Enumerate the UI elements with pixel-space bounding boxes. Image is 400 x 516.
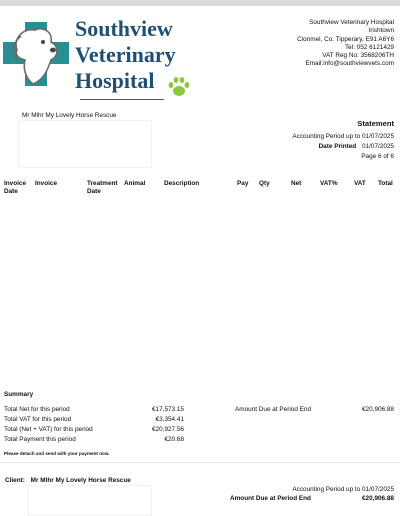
address-line: Clonmel, Co. Tipperary, E91 A6Y6 [297,35,394,43]
summary-label: Total Payment this period [4,436,76,443]
summary-value: €17,573.15 [152,406,184,413]
vet-cross-dog-icon [3,20,83,104]
date-printed-value: 01/07/2025 [362,143,394,150]
remit-client-name: Mr Mlhr My Lovely Horse Rescue [30,477,131,484]
address-line: Tel: 052 6121429 [344,43,394,51]
col-vat: VAT [354,180,366,187]
col-treatment-date: Treatment Date [87,180,118,195]
logo-underline [80,99,164,100]
summary-row [4,435,184,445]
address-line: VAT Reg No: 3568206TH [322,52,394,60]
summary-label: Total VAT for this period [4,416,72,423]
col-animal: Animal [124,180,146,187]
clinic-logo [3,16,203,106]
statement-title: Statement [357,119,394,128]
remit-accounting-period: Accounting Period up to 01/07/2025 [292,486,394,493]
customer-name: Mr Mlhr My Lovely Horse Rescue [22,112,117,119]
summary-table [4,405,184,445]
clinic-name-line-3: Hospital [75,68,155,93]
summary-value: €20.68 [164,436,184,443]
summary-label: Total Net for this period [4,406,70,413]
summary-row [4,415,184,425]
clinic-name-line-2: Veterinary [75,42,176,67]
remit-address-box [28,485,152,516]
col-pay: Pay [237,180,249,187]
col-vat-percent: VAT% [320,180,338,187]
col-qty: Qty [259,180,270,187]
tear-line [0,462,400,463]
summary-heading: Summary [4,391,34,398]
summary-value: €3,354.41 [155,416,184,423]
date-printed [319,143,394,150]
accounting-period: Accounting Period up to 01/07/2025 [292,133,394,140]
detach-note: Please detach and send with your payment now. [4,451,110,456]
col-invoice-date: Invoice Date [4,180,27,195]
remit-client [5,477,131,484]
summary-row [4,405,184,415]
date-printed-label: Date Printed [318,143,357,150]
amount-due-value: €20,906.88 [362,406,394,413]
clinic-address [194,19,394,69]
col-invoice: Invoice [35,180,58,187]
summary-label: Total (Net + VAT) for this period [4,426,93,433]
customer-address-box [18,120,152,168]
clinic-name-line-1: Southview [75,16,173,41]
remit-amount-due-label: Amount Due at Period End [230,495,311,502]
page-number: Page 6 of 6 [361,153,394,160]
amount-due-label: Amount Due at Period End [235,406,312,413]
paw-print-icon [167,76,191,98]
top-strip [0,0,400,6]
address-line: Email:info@southviewvets.com [305,60,394,68]
col-total: Total [378,180,393,187]
address-line: Irishtown [368,27,394,35]
summary-row [4,425,184,435]
address-line: Southview Veterinary Hospital [309,19,394,26]
col-net: Net [291,180,302,187]
col-description: Description [164,180,200,187]
remit-amount-due-value: €20,906.88 [362,495,394,502]
remit-client-label: Client: [5,477,25,484]
summary-value: €20,927.56 [152,426,184,433]
